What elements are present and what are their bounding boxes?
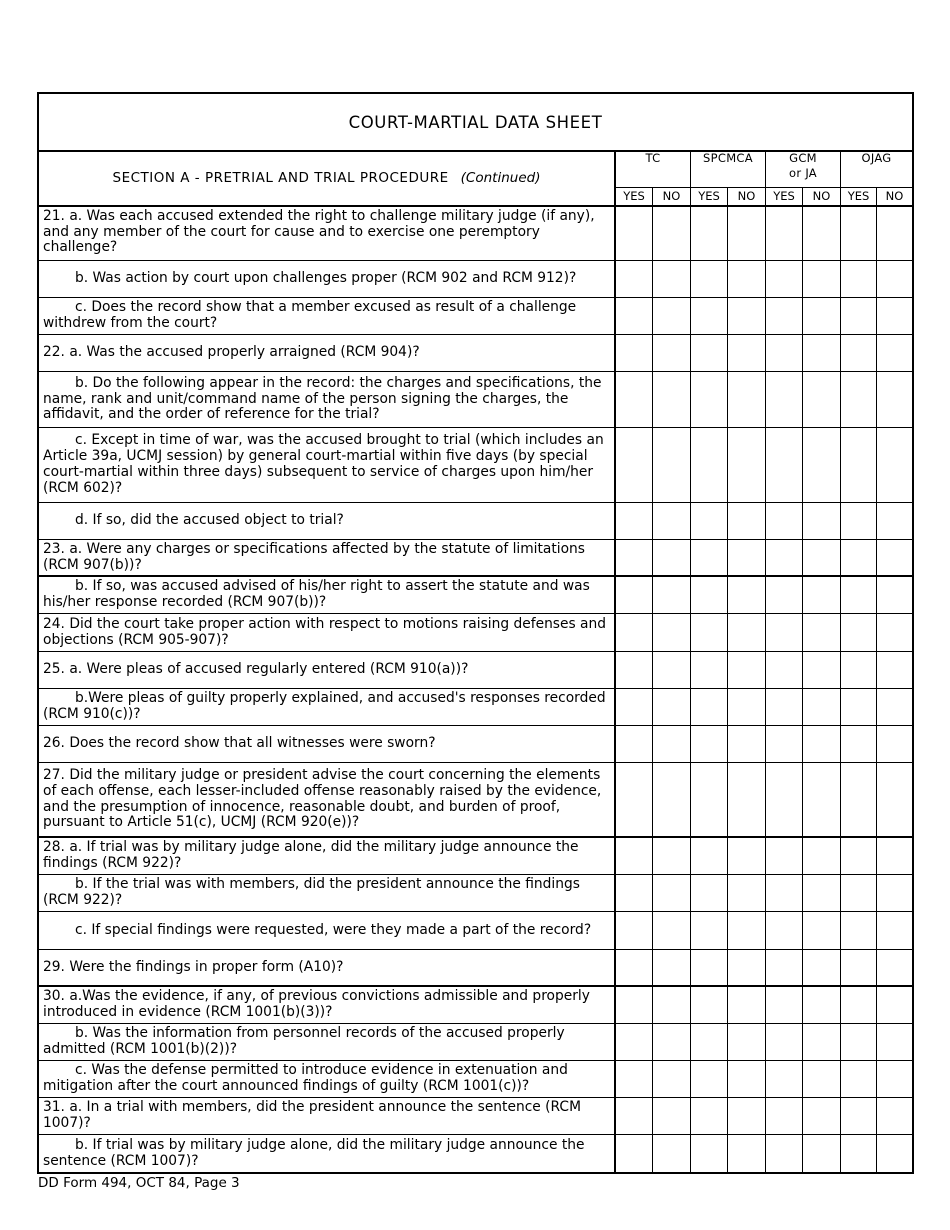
question-label: 27. Did the military judge or president advise the court concerning the elements of each offense, each lesser-included offense reasonably raised by the evidence, and the presumption of innocence, reasonable doubt, and burden of proof, pursuant to Article 51(c), UCMJ (RCM 920(e))? bbox=[43, 766, 602, 831]
tc-no-checkbox[interactable] bbox=[653, 689, 691, 725]
spcmca-no-checkbox[interactable] bbox=[728, 652, 766, 688]
column-group-gcm-ja: GCM or JA bbox=[766, 150, 841, 187]
gcm-ja-yes-checkbox[interactable] bbox=[766, 335, 803, 371]
tc-yes-checkbox[interactable] bbox=[616, 838, 653, 874]
question-text bbox=[39, 838, 616, 874]
question-text bbox=[39, 1061, 616, 1097]
ojag-yes-checkbox[interactable] bbox=[841, 838, 877, 874]
spcmca-yes-checkbox[interactable] bbox=[691, 298, 728, 334]
spcmca-yes-checkbox[interactable] bbox=[691, 838, 728, 874]
question-row bbox=[39, 838, 912, 875]
table-header bbox=[39, 150, 912, 207]
gcm-ja-yes-checkbox[interactable] bbox=[766, 540, 803, 575]
gcm-ja-yes-checkbox[interactable] bbox=[766, 205, 803, 260]
spcmca-no-checkbox[interactable] bbox=[728, 503, 766, 539]
ojag-yes-checkbox[interactable] bbox=[841, 763, 877, 836]
gcm-ja-yes-checkbox[interactable] bbox=[766, 1135, 803, 1172]
tc-no-checkbox[interactable] bbox=[653, 540, 691, 575]
gcm-ja-yes-checkbox[interactable] bbox=[766, 261, 803, 297]
ojag-no-checkbox[interactable] bbox=[877, 1098, 912, 1134]
ojag-yes-checkbox[interactable] bbox=[841, 298, 877, 334]
question-text bbox=[39, 875, 616, 911]
tc-no-checkbox[interactable] bbox=[653, 1024, 691, 1060]
gcm-ja-yes-checkbox[interactable] bbox=[766, 763, 803, 836]
spcmca-yes-checkbox[interactable] bbox=[691, 1135, 728, 1172]
gcm-ja-yes-checkbox[interactable] bbox=[766, 503, 803, 539]
spcmca-yes-checkbox[interactable] bbox=[691, 726, 728, 762]
tc-yes-checkbox[interactable] bbox=[616, 503, 653, 539]
question-label: b. Was action by court upon challenges proper (RCM 902 and RCM 912)? bbox=[75, 270, 577, 287]
question-row bbox=[39, 1061, 912, 1098]
ojag-yes-checkbox[interactable] bbox=[841, 1135, 877, 1172]
section-title: SECTION A - PRETRIAL AND TRIAL PROCEDURE bbox=[112, 169, 449, 186]
question-label: 25. a. Were pleas of accused regularly entered (RCM 910(a))? bbox=[43, 661, 469, 678]
ojag-yes-checkbox[interactable] bbox=[841, 540, 877, 575]
gcm-ja-no-checkbox[interactable] bbox=[803, 689, 841, 725]
tc-yes-checkbox[interactable] bbox=[616, 1061, 653, 1097]
tc-yes-checkbox[interactable] bbox=[616, 726, 653, 762]
section-heading bbox=[39, 150, 616, 205]
ojag-yes-checkbox[interactable] bbox=[841, 689, 877, 725]
ojag-no-checkbox[interactable] bbox=[877, 261, 912, 297]
gcm-ja-no-checkbox[interactable] bbox=[803, 987, 841, 1023]
ojag-yes-checkbox[interactable] bbox=[841, 205, 877, 260]
form-footer: DD Form 494, OCT 84, Page 3 bbox=[38, 1175, 240, 1191]
tc-no-checkbox[interactable] bbox=[653, 1135, 691, 1172]
spcmca-no-checkbox[interactable] bbox=[728, 372, 766, 427]
gcm-ja-yes-checkbox[interactable] bbox=[766, 987, 803, 1023]
yes-header: YES bbox=[841, 187, 877, 205]
ojag-no-checkbox[interactable] bbox=[877, 950, 912, 985]
question-text bbox=[39, 763, 616, 836]
spcmca-no-checkbox[interactable] bbox=[728, 1135, 766, 1172]
gcm-ja-yes-checkbox[interactable] bbox=[766, 838, 803, 874]
yes-header: YES bbox=[766, 187, 803, 205]
ojag-yes-checkbox[interactable] bbox=[841, 577, 877, 613]
spcmca-no-checkbox[interactable] bbox=[728, 261, 766, 297]
ojag-yes-checkbox[interactable] bbox=[841, 261, 877, 297]
ojag-yes-checkbox[interactable] bbox=[841, 875, 877, 911]
ojag-no-checkbox[interactable] bbox=[877, 1135, 912, 1172]
gcm-ja-no-checkbox[interactable] bbox=[803, 1024, 841, 1060]
tc-yes-checkbox[interactable] bbox=[616, 298, 653, 334]
question-label: c. Was the defense permitted to introduce evidence in extenuation and mitigation after the court announced findings of guilty (RCM 1001(c))? bbox=[43, 1062, 568, 1094]
gcm-ja-no-checkbox[interactable] bbox=[803, 763, 841, 836]
question-row bbox=[39, 763, 912, 838]
tc-yes-checkbox[interactable] bbox=[616, 689, 653, 725]
ojag-yes-checkbox[interactable] bbox=[841, 912, 877, 949]
spcmca-yes-checkbox[interactable] bbox=[691, 261, 728, 297]
spcmca-no-checkbox[interactable] bbox=[728, 205, 766, 260]
section-continued: (Continued) bbox=[460, 169, 541, 186]
ojag-no-checkbox[interactable] bbox=[877, 1024, 912, 1060]
spcmca-yes-checkbox[interactable] bbox=[691, 652, 728, 688]
gcm-ja-no-checkbox[interactable] bbox=[803, 912, 841, 949]
question-row bbox=[39, 1135, 912, 1172]
gcm-ja-yes-checkbox[interactable] bbox=[766, 1098, 803, 1134]
tc-no-checkbox[interactable] bbox=[653, 503, 691, 539]
question-label: 22. a. Was the accused properly arraigned (RCM 904)? bbox=[43, 344, 420, 361]
gcm-ja-yes-checkbox[interactable] bbox=[766, 726, 803, 762]
spcmca-no-checkbox[interactable] bbox=[728, 1024, 766, 1060]
ojag-no-checkbox[interactable] bbox=[877, 838, 912, 874]
question-row bbox=[39, 503, 912, 540]
spcmca-no-checkbox[interactable] bbox=[728, 838, 766, 874]
question-label: c. Except in time of war, was the accused brought to trial (which includes an Article 39a, UCMJ session) by general court-martial within five days (by special court-martial within three days) subsequent to service of charges upon him/her (RCM 602)? bbox=[43, 432, 604, 496]
question-row bbox=[39, 726, 912, 763]
gcm-ja-no-checkbox[interactable] bbox=[803, 298, 841, 334]
form-title: COURT-MARTIAL DATA SHEET bbox=[39, 94, 912, 152]
gcm-ja-no-checkbox[interactable] bbox=[803, 261, 841, 297]
question-row bbox=[39, 372, 912, 428]
ojag-yes-checkbox[interactable] bbox=[841, 987, 877, 1023]
question-text bbox=[39, 1024, 616, 1060]
gcm-ja-no-checkbox[interactable] bbox=[803, 875, 841, 911]
gcm-ja-no-checkbox[interactable] bbox=[803, 1061, 841, 1097]
ojag-no-checkbox[interactable] bbox=[877, 577, 912, 613]
question-row bbox=[39, 1098, 912, 1135]
spcmca-no-checkbox[interactable] bbox=[728, 689, 766, 725]
ojag-no-checkbox[interactable] bbox=[877, 614, 912, 651]
ojag-no-checkbox[interactable] bbox=[877, 428, 912, 502]
question-text bbox=[39, 1135, 616, 1172]
gcm-ja-no-checkbox[interactable] bbox=[803, 1098, 841, 1134]
spcmca-no-checkbox[interactable] bbox=[728, 987, 766, 1023]
question-label: b.Were pleas of guilty properly explained, and accused's responses recorded (RCM 910(c))? bbox=[43, 690, 606, 722]
no-header: NO bbox=[803, 187, 841, 205]
court-martial-data-sheet bbox=[37, 92, 914, 1174]
tc-no-checkbox[interactable] bbox=[653, 428, 691, 502]
gcm-ja-yes-checkbox[interactable] bbox=[766, 372, 803, 427]
question-row bbox=[39, 987, 912, 1024]
gcm-ja-no-checkbox[interactable] bbox=[803, 540, 841, 575]
question-text bbox=[39, 261, 616, 297]
tc-yes-checkbox[interactable] bbox=[616, 950, 653, 985]
question-text bbox=[39, 652, 616, 688]
question-text bbox=[39, 689, 616, 725]
tc-no-checkbox[interactable] bbox=[653, 1061, 691, 1097]
question-row bbox=[39, 205, 912, 261]
spcmca-no-checkbox[interactable] bbox=[728, 875, 766, 911]
tc-yes-checkbox[interactable] bbox=[616, 1135, 653, 1172]
gcm-ja-yes-checkbox[interactable] bbox=[766, 912, 803, 949]
spcmca-yes-checkbox[interactable] bbox=[691, 763, 728, 836]
tc-no-checkbox[interactable] bbox=[653, 335, 691, 371]
spcmca-yes-checkbox[interactable] bbox=[691, 335, 728, 371]
tc-no-checkbox[interactable] bbox=[653, 987, 691, 1023]
ojag-yes-checkbox[interactable] bbox=[841, 503, 877, 539]
question-row bbox=[39, 577, 912, 614]
gcm-ja-no-checkbox[interactable] bbox=[803, 372, 841, 427]
tc-yes-checkbox[interactable] bbox=[616, 335, 653, 371]
tc-yes-checkbox[interactable] bbox=[616, 987, 653, 1023]
yes-header: YES bbox=[616, 187, 653, 205]
no-header: NO bbox=[653, 187, 691, 205]
ojag-yes-checkbox[interactable] bbox=[841, 1098, 877, 1134]
spcmca-yes-checkbox[interactable] bbox=[691, 912, 728, 949]
gcm-ja-yes-checkbox[interactable] bbox=[766, 652, 803, 688]
spcmca-yes-checkbox[interactable] bbox=[691, 205, 728, 260]
spcmca-yes-checkbox[interactable] bbox=[691, 540, 728, 575]
gcm-ja-yes-checkbox[interactable] bbox=[766, 950, 803, 985]
tc-no-checkbox[interactable] bbox=[653, 726, 691, 762]
question-label: b. Do the following appear in the record: the charges and specifications, the name, rank and unit/command name of the person signing the charges, the affidavit, and the order of reference for the trial? bbox=[43, 374, 602, 423]
question-row bbox=[39, 875, 912, 912]
gcm-ja-yes-checkbox[interactable] bbox=[766, 298, 803, 334]
tc-yes-checkbox[interactable] bbox=[616, 372, 653, 427]
gcm-ja-no-checkbox[interactable] bbox=[803, 652, 841, 688]
ojag-yes-checkbox[interactable] bbox=[841, 950, 877, 985]
tc-yes-checkbox[interactable] bbox=[616, 875, 653, 911]
gcm-ja-no-checkbox[interactable] bbox=[803, 335, 841, 371]
gcm-ja-yes-checkbox[interactable] bbox=[766, 875, 803, 911]
question-row bbox=[39, 335, 912, 372]
tc-no-checkbox[interactable] bbox=[653, 205, 691, 260]
tc-yes-checkbox[interactable] bbox=[616, 1024, 653, 1060]
ojag-yes-checkbox[interactable] bbox=[841, 335, 877, 371]
ojag-no-checkbox[interactable] bbox=[877, 1061, 912, 1097]
gcm-ja-yes-checkbox[interactable] bbox=[766, 614, 803, 651]
ojag-no-checkbox[interactable] bbox=[877, 987, 912, 1023]
gcm-ja-yes-checkbox[interactable] bbox=[766, 689, 803, 725]
spcmca-yes-checkbox[interactable] bbox=[691, 372, 728, 427]
question-text bbox=[39, 912, 616, 949]
tc-no-checkbox[interactable] bbox=[653, 652, 691, 688]
question-label: 31. a. In a trial with members, did the president announce the sentence (RCM 1007)? bbox=[43, 1099, 581, 1131]
tc-no-checkbox[interactable] bbox=[653, 912, 691, 949]
question-label: 29. Were the findings in proper form (A10)? bbox=[43, 958, 344, 975]
spcmca-yes-checkbox[interactable] bbox=[691, 577, 728, 613]
gcm-ja-yes-checkbox[interactable] bbox=[766, 577, 803, 613]
question-row bbox=[39, 428, 912, 503]
gcm-ja-no-checkbox[interactable] bbox=[803, 1135, 841, 1172]
tc-yes-checkbox[interactable] bbox=[616, 577, 653, 613]
spcmca-no-checkbox[interactable] bbox=[728, 1098, 766, 1134]
gcm-ja-yes-checkbox[interactable] bbox=[766, 1061, 803, 1097]
gcm-ja-no-checkbox[interactable] bbox=[803, 726, 841, 762]
gcm-ja-no-checkbox[interactable] bbox=[803, 503, 841, 539]
question-row bbox=[39, 950, 912, 987]
column-group-spcmca: SPCMCA bbox=[691, 150, 766, 187]
question-label: b. If the trial was with members, did the president announce the findings (RCM 922)? bbox=[43, 876, 580, 908]
question-text bbox=[39, 614, 616, 651]
question-text bbox=[39, 726, 616, 762]
tc-yes-checkbox[interactable] bbox=[616, 540, 653, 575]
question-label: d. If so, did the accused object to trial? bbox=[75, 512, 344, 529]
ojag-yes-checkbox[interactable] bbox=[841, 726, 877, 762]
question-text bbox=[39, 540, 616, 575]
question-text bbox=[39, 1098, 616, 1134]
spcmca-yes-checkbox[interactable] bbox=[691, 875, 728, 911]
column-group-ojag: OJAG bbox=[861, 151, 892, 165]
spcmca-yes-checkbox[interactable] bbox=[691, 614, 728, 651]
spcmca-yes-checkbox[interactable] bbox=[691, 428, 728, 502]
tc-yes-checkbox[interactable] bbox=[616, 652, 653, 688]
question-row bbox=[39, 540, 912, 577]
tc-no-checkbox[interactable] bbox=[653, 875, 691, 911]
ojag-yes-checkbox[interactable] bbox=[841, 1061, 877, 1097]
ojag-no-checkbox[interactable] bbox=[877, 875, 912, 911]
spcmca-no-checkbox[interactable] bbox=[728, 428, 766, 502]
spcmca-yes-checkbox[interactable] bbox=[691, 987, 728, 1023]
tc-no-checkbox[interactable] bbox=[653, 950, 691, 985]
tc-yes-checkbox[interactable] bbox=[616, 1098, 653, 1134]
spcmca-yes-checkbox[interactable] bbox=[691, 1098, 728, 1134]
question-row bbox=[39, 912, 912, 950]
spcmca-yes-checkbox[interactable] bbox=[691, 1061, 728, 1097]
question-label: 28. a. If trial was by military judge alone, did the military judge announce the findings (RCM 922)? bbox=[43, 839, 579, 871]
spcmca-yes-checkbox[interactable] bbox=[691, 950, 728, 985]
ojag-yes-checkbox[interactable] bbox=[841, 614, 877, 651]
gcm-ja-no-checkbox[interactable] bbox=[803, 428, 841, 502]
column-group-tc: TC bbox=[616, 150, 691, 187]
spcmca-yes-checkbox[interactable] bbox=[691, 689, 728, 725]
question-text bbox=[39, 577, 616, 613]
tc-yes-checkbox[interactable] bbox=[616, 205, 653, 260]
tc-yes-checkbox[interactable] bbox=[616, 261, 653, 297]
question-row bbox=[39, 652, 912, 689]
question-label: c. If special findings were requested, were they made a part of the record? bbox=[75, 921, 592, 938]
tc-no-checkbox[interactable] bbox=[653, 763, 691, 836]
question-label: 30. a.Was the evidence, if any, of previous convictions admissible and properly introduced in evidence (RCM 1001(b)(3))? bbox=[43, 988, 590, 1020]
question-text bbox=[39, 298, 616, 334]
tc-yes-checkbox[interactable] bbox=[616, 912, 653, 949]
spcmca-no-checkbox[interactable] bbox=[728, 1061, 766, 1097]
question-label: b. If trial was by military judge alone, did the military judge announce the sentence (RCM 1007)? bbox=[43, 1136, 585, 1169]
ojag-no-checkbox[interactable] bbox=[877, 335, 912, 371]
ojag-no-checkbox[interactable] bbox=[877, 298, 912, 334]
gcm-ja-no-checkbox[interactable] bbox=[803, 205, 841, 260]
question-row bbox=[39, 614, 912, 652]
ojag-yes-checkbox[interactable] bbox=[841, 652, 877, 688]
tc-yes-checkbox[interactable] bbox=[616, 428, 653, 502]
spcmca-no-checkbox[interactable] bbox=[728, 540, 766, 575]
spcmca-no-checkbox[interactable] bbox=[728, 335, 766, 371]
question-label: c. Does the record show that a member excused as result of a challenge withdrew from the court? bbox=[43, 299, 577, 331]
question-label: b. Was the information from personnel records of the accused properly admitted (RCM 1001(b)(2))? bbox=[43, 1025, 565, 1057]
ojag-no-checkbox[interactable] bbox=[877, 726, 912, 762]
tc-yes-checkbox[interactable] bbox=[616, 614, 653, 651]
tc-no-checkbox[interactable] bbox=[653, 372, 691, 427]
ojag-no-checkbox[interactable] bbox=[877, 912, 912, 949]
spcmca-no-checkbox[interactable] bbox=[728, 577, 766, 613]
question-text bbox=[39, 205, 616, 260]
ojag-no-checkbox[interactable] bbox=[877, 205, 912, 260]
question-row bbox=[39, 1024, 912, 1061]
ojag-no-checkbox[interactable] bbox=[877, 503, 912, 539]
tc-no-checkbox[interactable] bbox=[653, 1098, 691, 1134]
spcmca-no-checkbox[interactable] bbox=[728, 912, 766, 949]
ojag-yes-checkbox[interactable] bbox=[841, 428, 877, 502]
spcmca-no-checkbox[interactable] bbox=[728, 726, 766, 762]
gcm-ja-yes-checkbox[interactable] bbox=[766, 1024, 803, 1060]
question-text bbox=[39, 335, 616, 371]
ojag-yes-checkbox[interactable] bbox=[841, 1024, 877, 1060]
tc-no-checkbox[interactable] bbox=[653, 838, 691, 874]
question-label: 23. a. Were any charges or specifications affected by the statute of limitations (RCM 907(b))? bbox=[43, 540, 585, 573]
ojag-no-checkbox[interactable] bbox=[877, 372, 912, 427]
question-label: 24. Did the court take proper action with respect to motions raising defenses and objections (RCM 905-907)? bbox=[43, 615, 607, 648]
question-label: 21. a. Was each accused extended the right to challenge military judge (if any), and any member of the court for cause and to exercise one peremptory challenge? bbox=[43, 207, 595, 256]
question-label: 26. Does the record show that all witnesses were sworn? bbox=[43, 735, 436, 752]
no-header: NO bbox=[728, 187, 766, 205]
tc-no-checkbox[interactable] bbox=[653, 298, 691, 334]
question-row bbox=[39, 298, 912, 335]
ojag-yes-checkbox[interactable] bbox=[841, 372, 877, 427]
gcm-ja-no-checkbox[interactable] bbox=[803, 838, 841, 874]
spcmca-no-checkbox[interactable] bbox=[728, 298, 766, 334]
spcmca-no-checkbox[interactable] bbox=[728, 950, 766, 985]
ojag-no-checkbox[interactable] bbox=[877, 540, 912, 575]
no-header: NO bbox=[877, 187, 912, 205]
tc-yes-checkbox[interactable] bbox=[616, 763, 653, 836]
question-row bbox=[39, 261, 912, 298]
question-label: b. If so, was accused advised of his/her right to assert the statute and was his/her response recorded (RCM 907(b))? bbox=[43, 578, 590, 610]
spcmca-no-checkbox[interactable] bbox=[728, 763, 766, 836]
ojag-no-checkbox[interactable] bbox=[877, 689, 912, 725]
question-text bbox=[39, 950, 616, 985]
ojag-no-checkbox[interactable] bbox=[877, 763, 912, 836]
spcmca-yes-checkbox[interactable] bbox=[691, 503, 728, 539]
gcm-ja-no-checkbox[interactable] bbox=[803, 614, 841, 651]
gcm-ja-no-checkbox[interactable] bbox=[803, 577, 841, 613]
ojag-no-checkbox[interactable] bbox=[877, 652, 912, 688]
tc-no-checkbox[interactable] bbox=[653, 577, 691, 613]
yes-header: YES bbox=[691, 187, 728, 205]
spcmca-yes-checkbox[interactable] bbox=[691, 1024, 728, 1060]
question-row bbox=[39, 689, 912, 726]
gcm-ja-no-checkbox[interactable] bbox=[803, 950, 841, 985]
tc-no-checkbox[interactable] bbox=[653, 614, 691, 651]
tc-no-checkbox[interactable] bbox=[653, 261, 691, 297]
spcmca-no-checkbox[interactable] bbox=[728, 614, 766, 651]
question-text bbox=[39, 987, 616, 1023]
question-text bbox=[39, 428, 616, 502]
question-text bbox=[39, 372, 616, 427]
question-text bbox=[39, 503, 616, 539]
gcm-ja-yes-checkbox[interactable] bbox=[766, 428, 803, 502]
